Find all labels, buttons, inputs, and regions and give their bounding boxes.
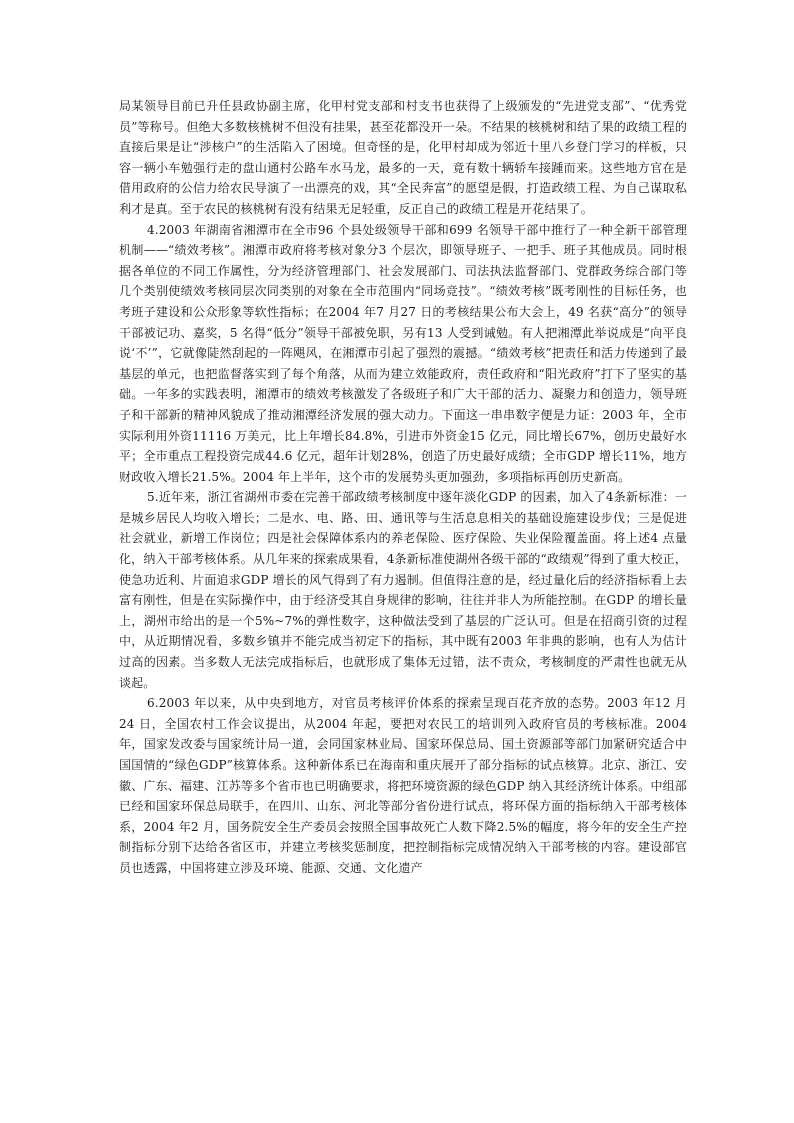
paragraph-item-5: 5.近年来，浙江省湖州市委在完善干部政绩考核制度中逐年淡化GDP 的因素，加入了4条新标准：一是城乡居民人均收入增长；二是水、电、路、田、通讯等与生活息息相关的基础设施建设步伐；三是促进社会就业，新增工作岗位；四是社会保障体系内的养老保险、医疗保险、失业保险覆盖面。将上述4 点量化，纳入干部考核体系。从几年来的探索成果看，4条新标准使湖州各级干部的“政绩观”得到了重大校正，使急功近利、片面追求GDP 增长的风气得到了有力遏制。但值得注意的是，经过量化后的经济指标看上去富有刚性，但是在实际操作中，由于经济受其自身规律的影响，往往并非人为所能控制。在GDP 的增长量上，湖州市给出的是一个5%~7%的弹性数字，这种做法受到了基层的广泛认可。但是在招商引资的过程中，从近期情况看，多数乡镇并不能完成当初定下的指标，其中既有2003 年非典的影响，也有人为估计过高的因素。当多数人无法完成指标后，也就形成了集体无过错，法不责众，考核制度的严肃性也就无从谈起。 — [119, 490, 687, 690]
paragraph-item-4: 4.2003 年湖南省湘潭市在全市96 个县处级领导干部和699 名领导干部中推行了一种全新干部管理机制——“绩效考核”。湘潭市政府将考核对象分3 个层次，即领导班子、一把手、班子其他成员。同时根据各单位的不同工作属性，分为经济管理部门、社会发展部门、司法执法监督部门、党群政务综合部门等几个类别使绩效考核同层次同类别的对象在全市范围内“同场竞技”。“绩效考核”既考刚性的目标任务，也考班子建设和公众形象等软性指标；在2004 年7 月27 日的考核结果公布大会上，49 名获“高分”的领导干部被记功、嘉奖，5 名得“低分”领导干部被免职，另有13 人受到诫勉。有人把湘潭此举说成是“向平良说‘不’”，它就像陡然刮起的一阵飓风，在湘潭市引起了强烈的震撼。“绩效考核”把责任和活力传递到了最基层的单元，也把监督落实到了每个角落，从而为建立效能政府，责任政府和“阳光政府”打下了坚实的基础。一年多的实践表明，湘潭市的绩效考核激发了各级班子和广大干部的活力、凝聚力和创造力，领导班子和干部新的精神风貌成了推动湘潭经济发展的强大动力。下面这一串串数字便是力证：2003 年，全市实际利用外资11116 万美元，比上年增长84.8%，引进市外资金15 亿元，同比增长67%，创历史最好水平；全市重点工程投资完成44.6 亿元，超年计划28%，创造了历史最好成绩；全市GDP 增长11%，地方财政收入增长21.5%。2004 年上半年，这个市的发展势头更加强劲，多项指标再创历史新高。 — [119, 222, 687, 484]
paragraph-item-6: 6.2003 年以来，从中央到地方，对官员考核评价体系的探索呈现百花齐放的态势。2003 年12 月24 日，全国农村工作会议提出，从2004 年起，要把对农民工的培训列入政府官员的考核标准。2004 年，国家发改委与国家统计局一道，会同国家林业局、国家环保总局、国土资源部等部门加紧研究适合中国国情的“绿色GDP”核算体系。这种新体系已在海南和重庆展开了部分指标的试点核算。北京、浙江、安徽、广东、福建、江苏等多个省市也已明确要求，将把环境资源的绿色GDP 纳入其经济统计体系。中组部已经和国家环保总局联手，在四川、山东、河北等部分省份进行试点，将环保方面的指标纳入干部考核体系，2004 年2 月，国务院安全生产委员会按照全国事故死亡人数下降2.5%的幅度，将今年的安全生产控制指标分别下达给各省区市，并建立考核奖惩制度，把控制指标完成情况纳入干部考核的内容。建设部官员也透露，中国将建立涉及环境、能源、交通、文化遗产 — [119, 696, 687, 875]
body-text — [119, 96, 687, 879]
paragraph-continuation: 局某领导目前已升任县政协副主席，化甲村党支部和村支书也获得了上级颁发的“先进党支部”、“优秀党员”等称号。但绝大多数核桃树不但没有挂果，甚至花都没开一朵。不结果的核桃树和结了果的政绩工程的直接后果是让“涉核户”的生活陷入了困境。但奇怪的是，化甲村却成为邻近十里八乡登门学习的样板，只容一辆小车勉强行走的盘山通村公路车水马龙，最多的一天，竟有数十辆轿车接踵而来。这些地方官在是借用政府的公信力给农民导演了一出漂亮的戏，其“全民奔富”的愿望是假，打造政绩工程、为自己谋取私利才是真。至于农民的核桃树有没有结果无足轻重，反正自己的政绩工程是开花结果了。 — [119, 99, 687, 216]
